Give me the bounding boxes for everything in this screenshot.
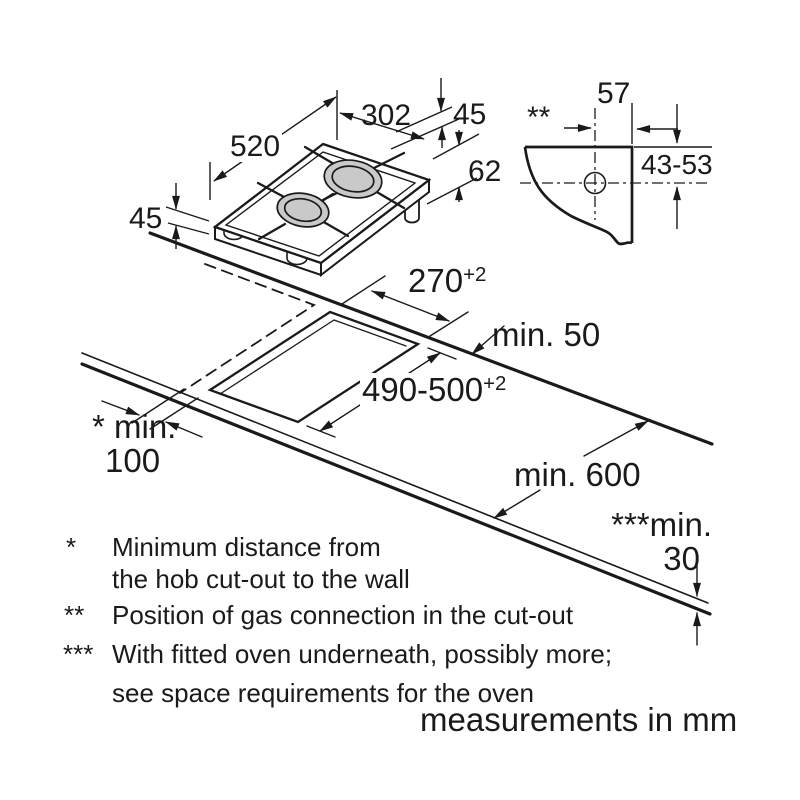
footnote-2-line1: Position of gas connection in the cut-out [112,600,574,630]
footnote-1-line2: the hob cut-out to the wall [112,564,410,594]
dim-hob-depth-label: 520 [230,130,281,163]
dim-oven-clearance-line2: 30 [663,540,700,578]
footnote-3-line2: see space requirements for the oven [112,678,535,708]
dim-worktop-depth-label: min. 600 [514,456,641,493]
units-caption: measurements in mm [420,701,738,738]
dim-hob-body-height-label: 45 [129,202,163,235]
torn-edge [525,147,632,244]
extension-line [342,276,385,304]
dim-gas-horizontal-label: 57 [597,77,631,110]
footnote-1-marker: * [66,532,77,562]
dim-wall-clearance-label [92,410,176,479]
footnote-3-line1: With fitted oven underneath, possibly more; [112,639,613,669]
cutout-corner-outline [525,147,632,243]
dim-oven-clearance-label [600,508,712,577]
dim-cutout-width-label [408,264,486,298]
dim-hob-total-height-label: 62 [468,155,502,188]
dim-cutout-depth-value: 490-500 [362,371,484,408]
dim-cutout-depth-label [360,373,508,407]
extension-line [166,207,209,221]
arrow [584,421,648,456]
footnote-1-line1: Minimum distance from [112,532,381,562]
dim-wall-clearance-line1: * min. [92,408,177,445]
footnote-2-marker: ** [64,600,85,630]
dim-hob-width-label: 302 [361,99,412,132]
extension-line [307,426,335,437]
dim-hob-rim-height-label: 45 [453,98,487,131]
dim-oven-clearance-line1: ***min. [611,506,712,543]
dim-wall-clearance-line2: 100 [105,442,161,480]
extension-line [168,223,209,234]
dim-cutout-width-value: 270 [408,262,464,299]
footnote-3-marker: *** [63,639,94,669]
arrow [494,490,540,518]
gas-detail-marker: ** [527,101,551,134]
dim-cutout-depth-tolerance: +2 [483,371,507,395]
dim-cutout-width-tolerance: +2 [463,262,487,286]
hob-isometric-view [215,144,429,275]
dim-gas-vertical-label: 43-53 [641,149,713,180]
dim-front-clearance-label: min. 50 [492,316,601,353]
